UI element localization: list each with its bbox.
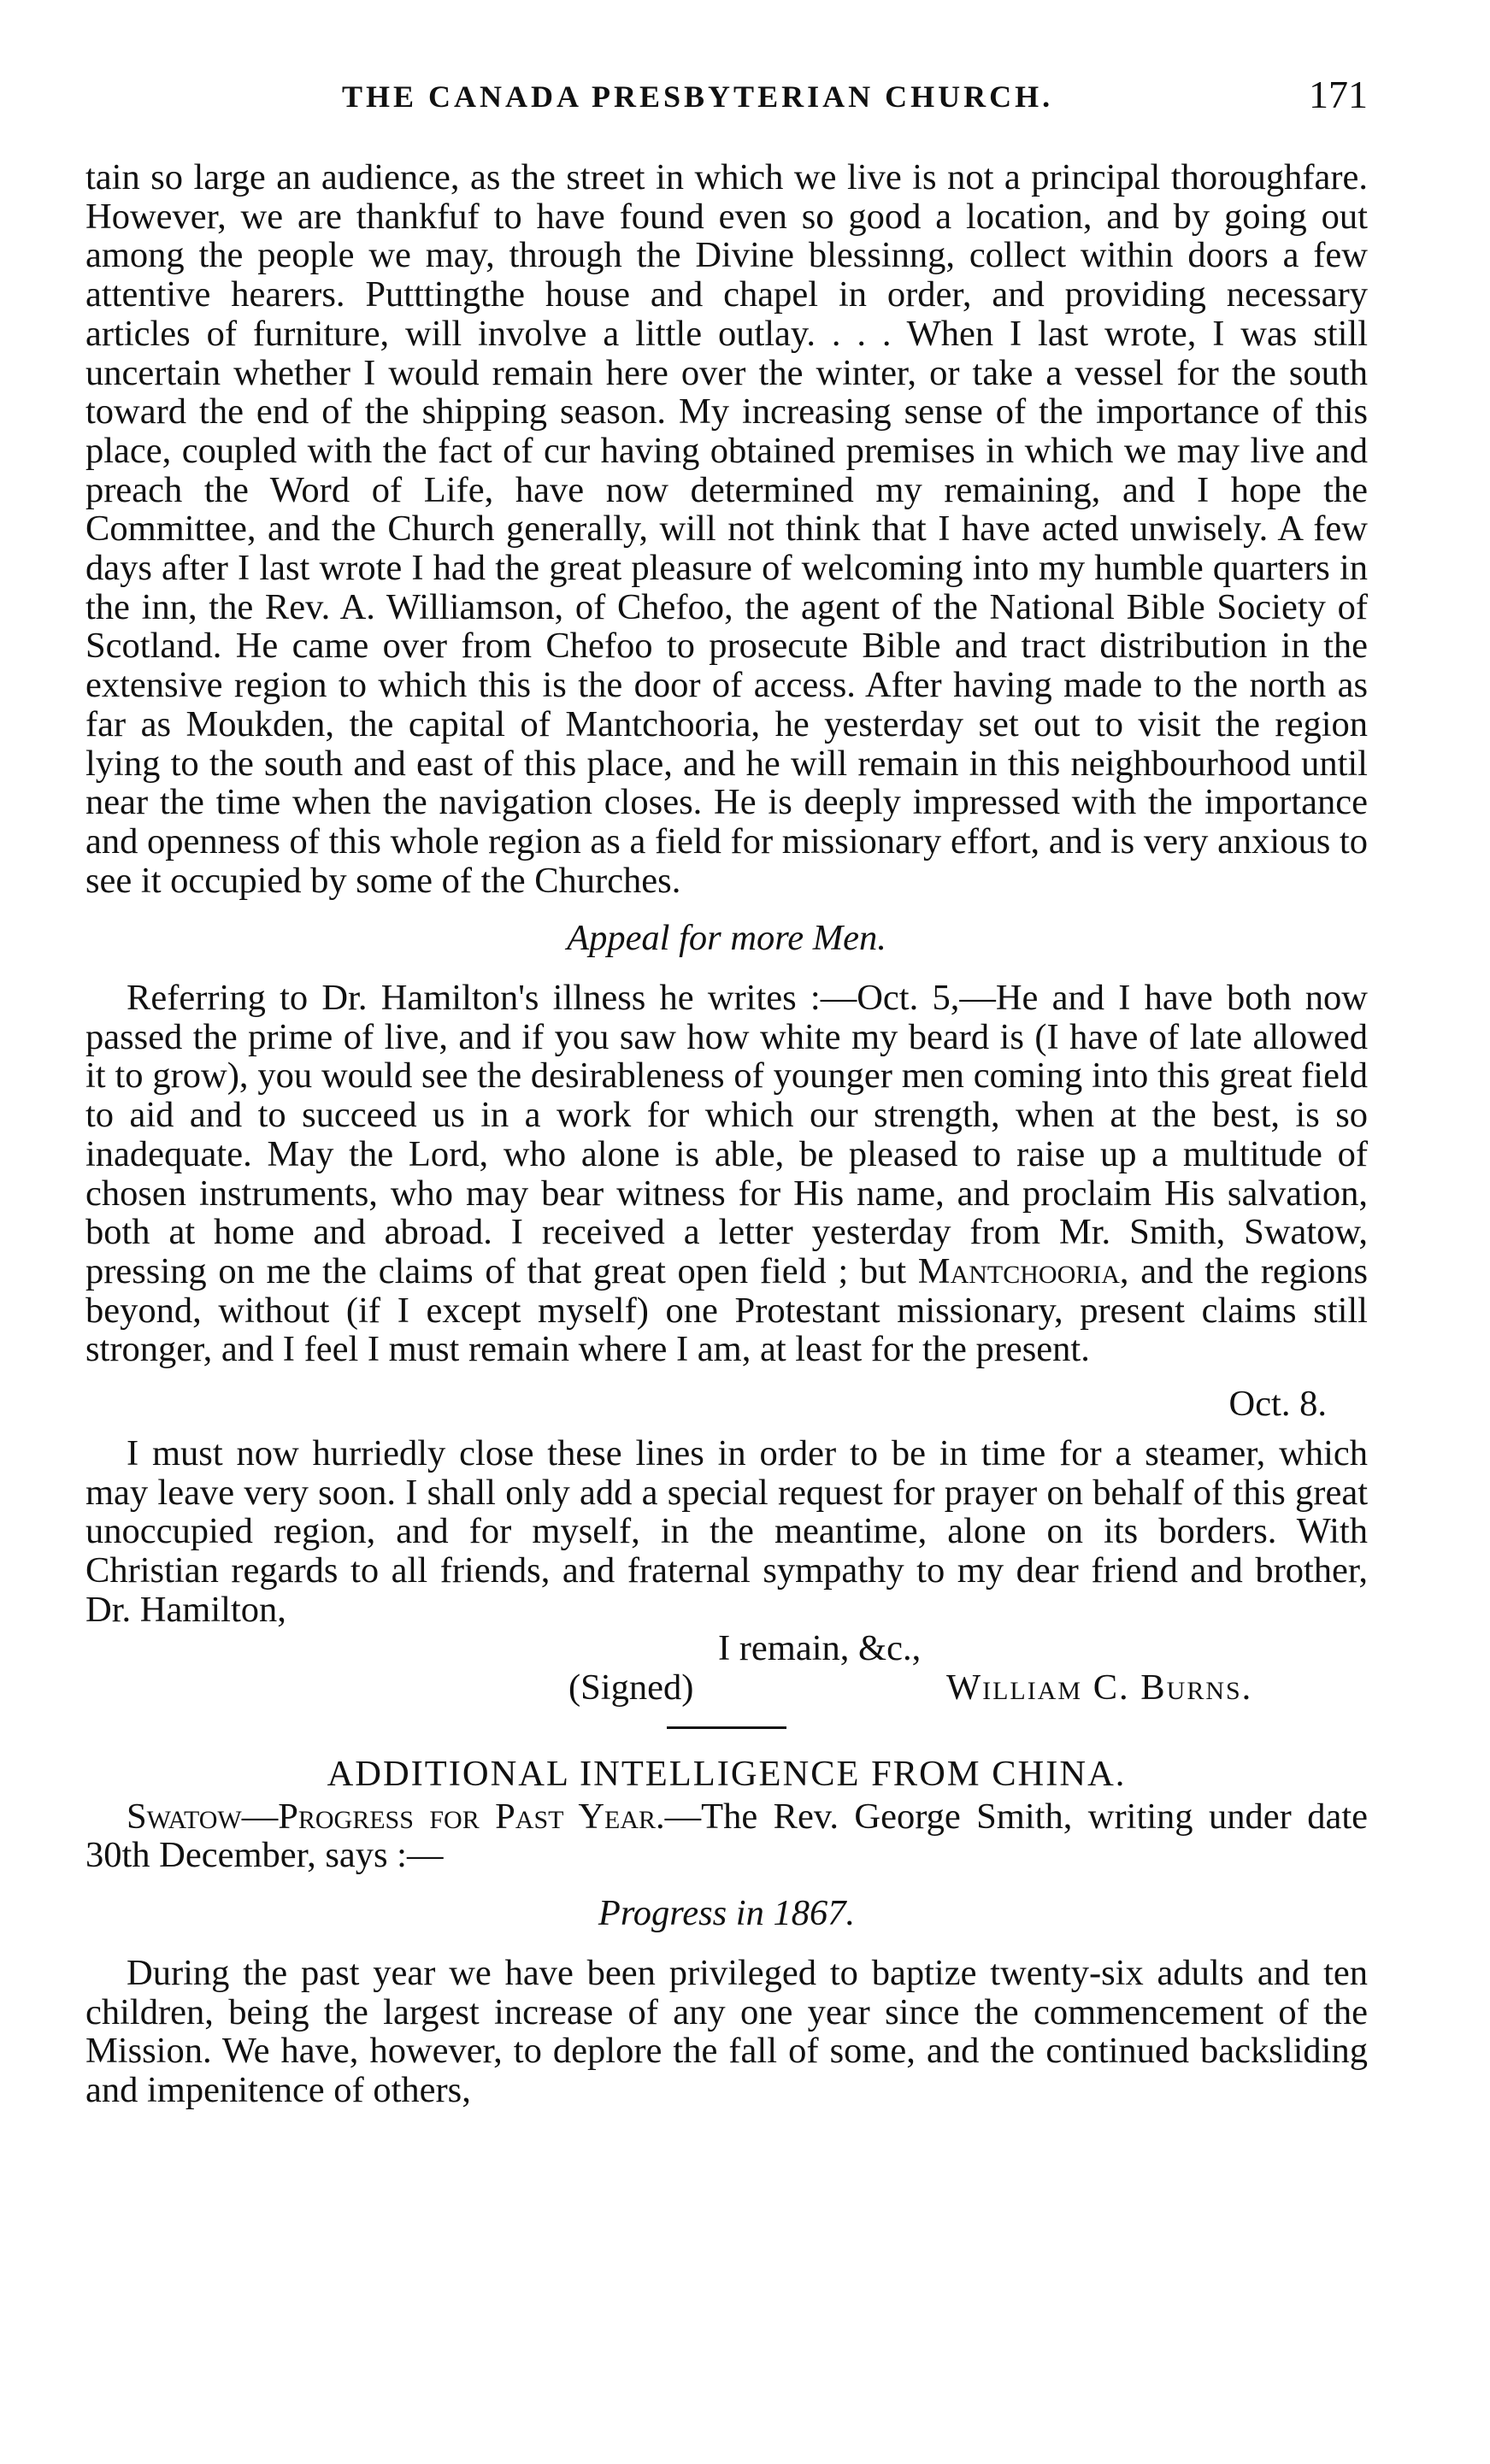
body-text	[85, 158, 1368, 2110]
letter-date: Oct. 8.	[1228, 1384, 1327, 1425]
closing-salutation: I remain, &c.,	[718, 1628, 922, 1669]
section-lead-caps: Swatow—Progress for Past Year.	[127, 1796, 665, 1837]
section-lead-text: —The Rev. George Smith, writing under date 30th December, says :—	[85, 1796, 1368, 1876]
page-number: 171	[1309, 73, 1368, 116]
signed-label: (Signed)	[568, 1667, 694, 1708]
section-divider	[667, 1726, 786, 1729]
appeal-paragraph	[85, 979, 1368, 1369]
appeal-text-end: and the regions beyond, without (if I except myself) one Protestant missionary, present claims still stronger, and I feel I must remain where I am, at least for the present.	[85, 1250, 1368, 1370]
signature-line	[85, 1668, 1368, 1711]
closing-paragraph: I must now hurriedly close these lines in order to be in time for a steamer, which may leave very soon. I shall only add a special request for prayer on behalf of this great unoccupied region, and for myself, in the meantime, alone on its borders. With Christian regards to all friends, and fraternal sympathy to my dear friend and brother, Dr. Hamilton,	[85, 1432, 1368, 1630]
signer-name: William C. Burns.	[946, 1667, 1253, 1708]
appeal-heading: Appeal for more Men.	[567, 918, 886, 959]
page-header	[85, 73, 1368, 130]
letter-continuation-paragraph: tain so large an audience, as the street in which we live is not a principal thoroughfare. However, we are thankfuf to have found even so good a location, and by going out among the people we may, through the Divine blessinng, collect within doors a few attentive hearers. Putttingthe house and chapel in order, and providing necessary articles of furniture, will involve a little outlay. . . . When I last wrote, I was still uncertain whether I would remain here over the winter, or take a vessel for the south toward the end of the shipping season. My increasing sense of the importance of this place, coupled with the fact of cur having obtained premises in which we may live and preach the Word of Life, have now determined my remaining, and I hope the Committee, and the Church generally, will not think that I have acted unwisely. A few days after I last wrote I had the great pleasure of welcoming into my humble quarters in the inn, the Rev. A. Williamson, of Chefoo, the agent of the National Bible Society of Scotland. He came over from Chefoo to prosecute Bible and tract distribution in the extensive region to which this is the door of access. After having made to the north as far as Moukden, the capital of Mantchooria, he yesterday set out to visit the region lying to the south and east of this place, and he will remain in this neighbourhood until near the time when the navigation closes. He is deeply impressed with the importance and openness of this whole region as a field for missionary effort, and is very anxious to see it occupied by some of the Churches.	[85, 157, 1368, 901]
progress-heading: Progress in 1867.	[598, 1893, 856, 1934]
section-title: ADDITIONAL INTELLIGENCE FROM CHINA.	[327, 1754, 1127, 1795]
section-lead-paragraph	[85, 1797, 1368, 1875]
appeal-text-start: Referring to Dr. Hamilton's illness he writes :—Oct. 5,—He and I have both now passed the prime of live, and if you saw how white my beard is (I have of late allowed it to grow), you would see the desirableness of younger men coming into this great field to aid and to succeed us in a work for which our strength, when at the best, is so inadequate. May the Lord, who alone is able, be pleased to raise up a multitude of chosen instruments, who may bear witness for His name, and proclaim His salvation, both at home and abroad. I received a letter yesterday from Mr. Smith, Swatow, pressing on me the claims of that great open field ; but	[85, 978, 1368, 1291]
running-head: THE CANADA PRESBYTERIAN CHURCH.	[342, 79, 1054, 114]
progress-paragraph: During the past year we have been privileged to baptize twenty-six adults and ten children, being the largest increase of any one year since the commencement of the Mission. We have, however, to deplore the fall of some, and the continued backsliding and impenitence of others,	[85, 1952, 1368, 2110]
appeal-place-name: Mantchooria,	[917, 1250, 1129, 1291]
